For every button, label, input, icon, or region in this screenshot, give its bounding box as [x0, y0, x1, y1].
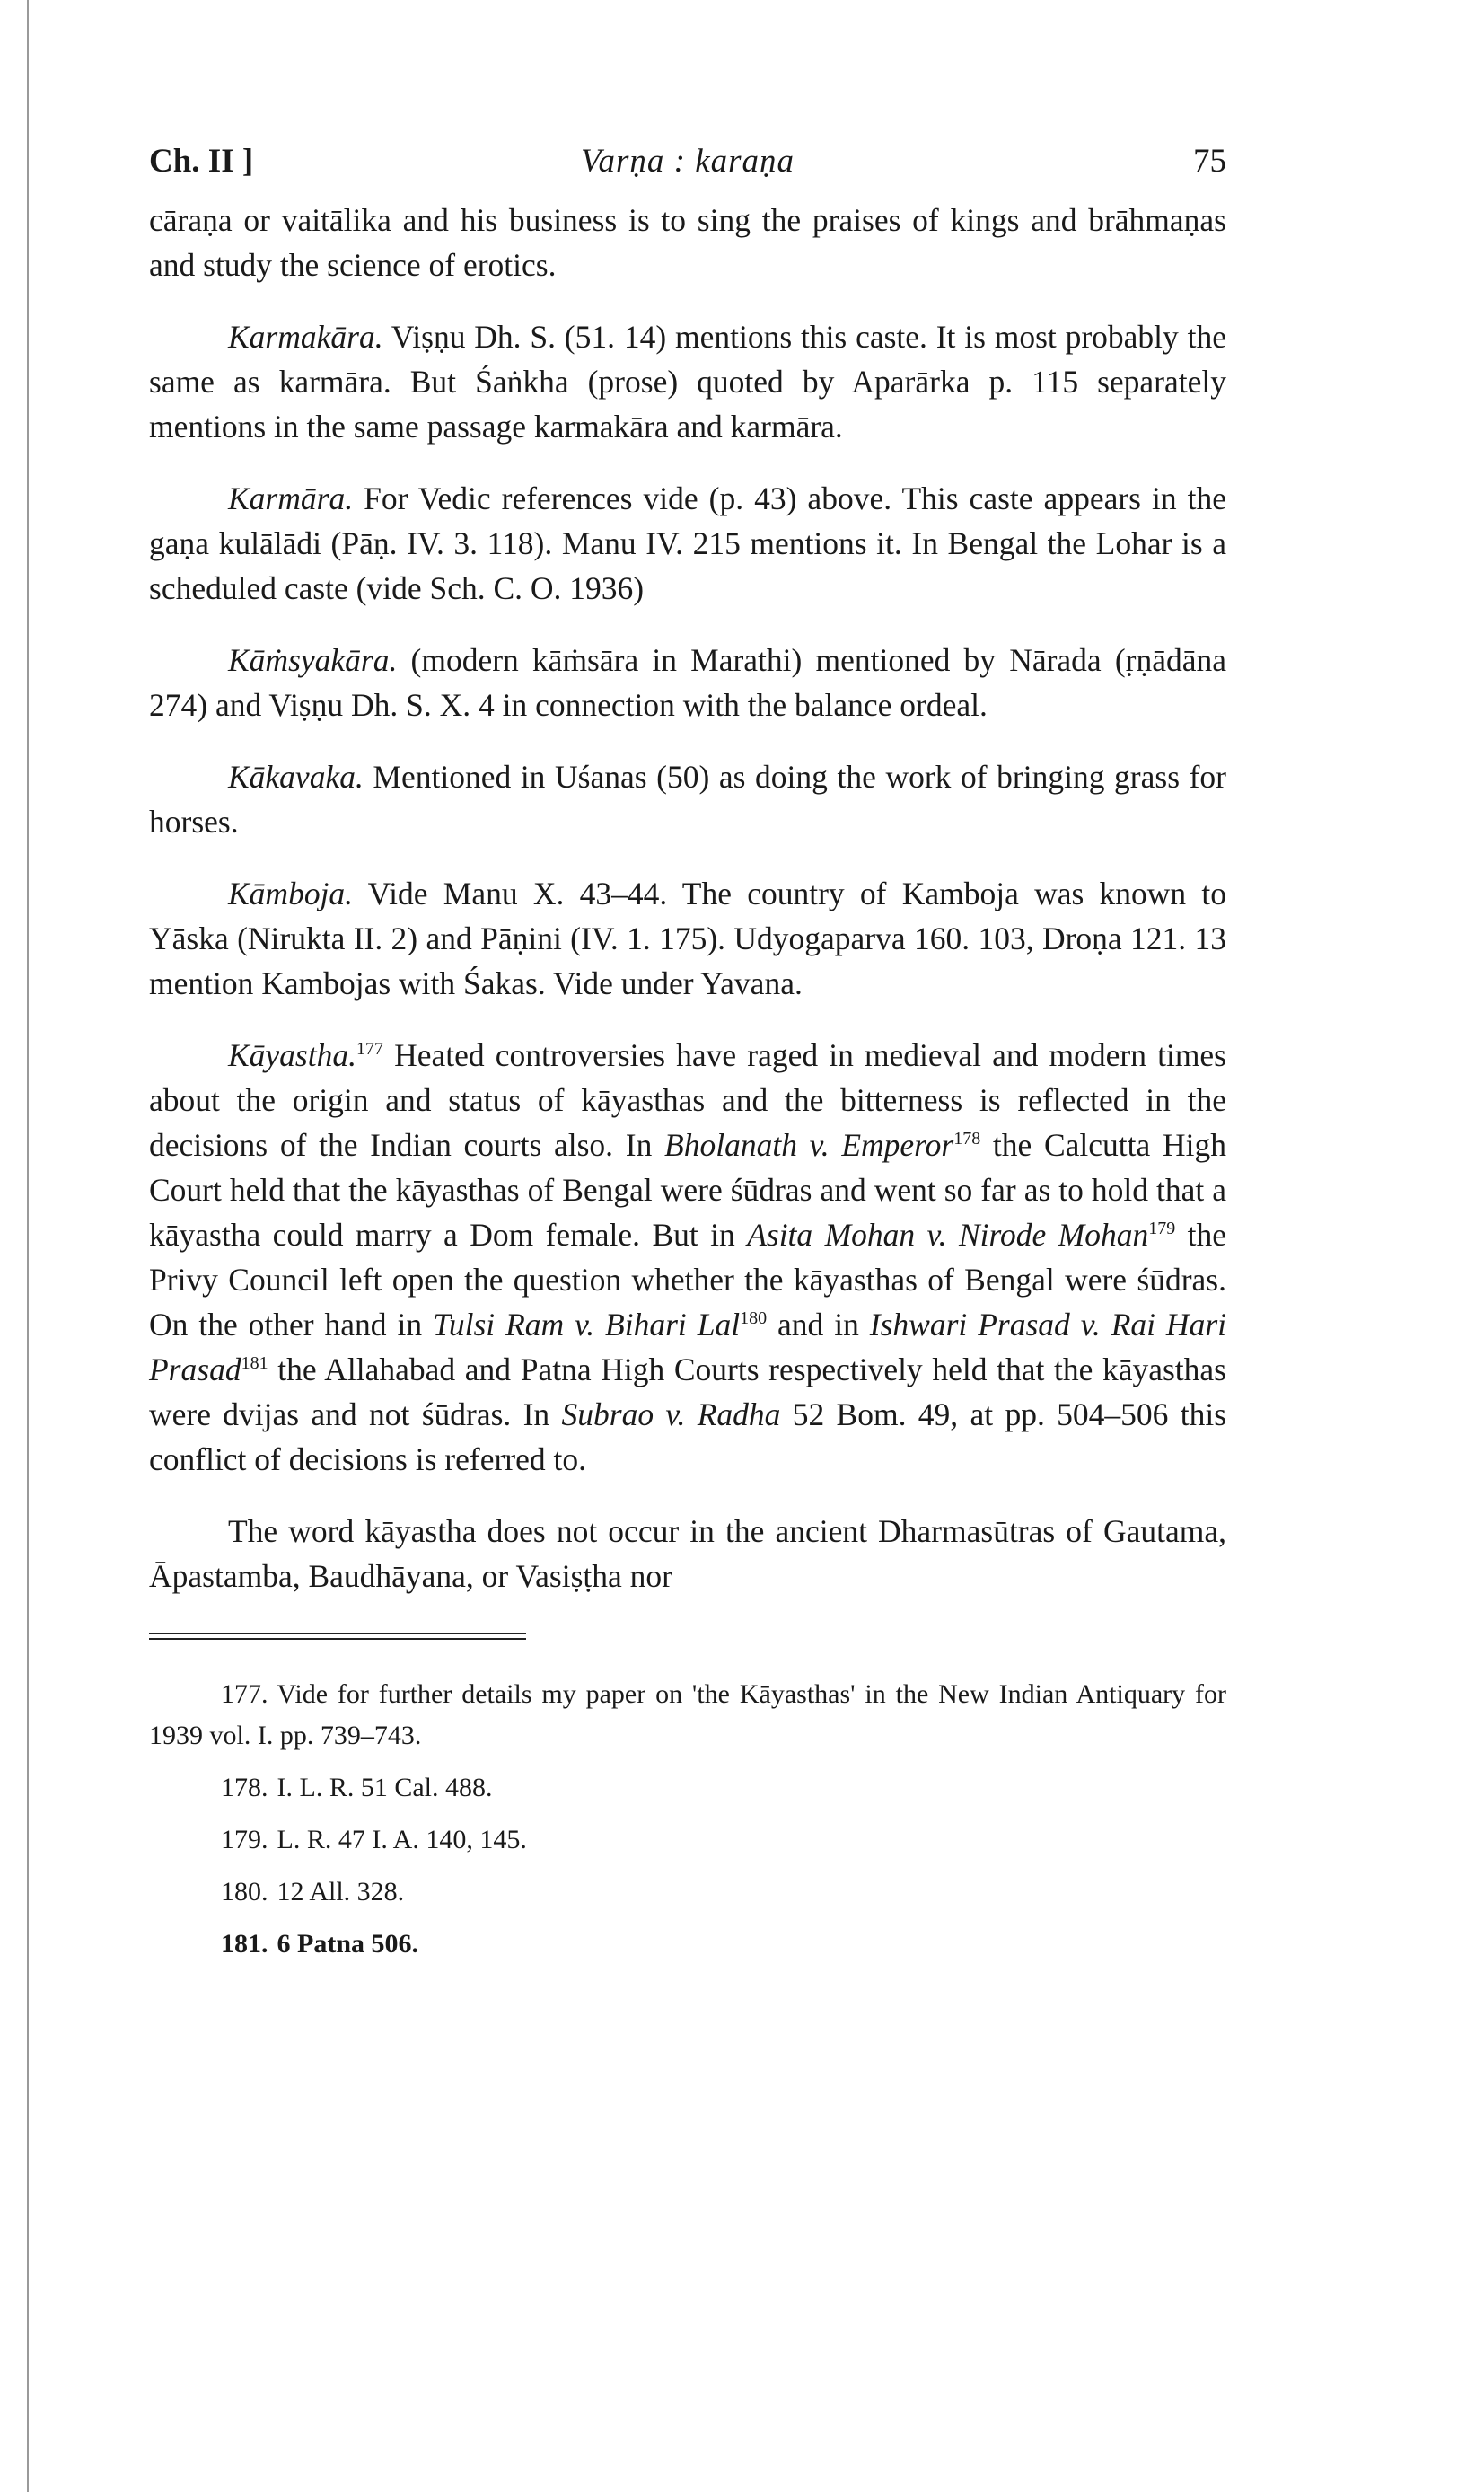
footnote-number: 181.: [221, 1929, 268, 1959]
case-name: Asita Mohan v. Nirode Mohan: [747, 1217, 1149, 1253]
paragraph-kamboja: [149, 871, 1226, 1006]
footnote-rule: [149, 1638, 526, 1640]
entry-term: Kāyastha.: [228, 1037, 356, 1073]
footnotes: [149, 1674, 1226, 1965]
entry-text: the Privy Council left open the question whether the kāyasthas of Bengal were śūdras. On the other hand in: [149, 1217, 1227, 1343]
footnote-number: 180.: [221, 1877, 268, 1906]
entry-term: Kākavaka.: [228, 759, 364, 795]
paragraph-kakavaka: [149, 754, 1226, 844]
footnote-ref-177: 177: [356, 1039, 383, 1060]
footnote-text: Vide for further details my paper on 'the Kāyasthas' in the New Indian Antiquary for 1939 vol. I. pp. 739–743.: [149, 1679, 1226, 1750]
entry-text: Viṣṇu Dh. S. (51. 14) mentions this caste. It is most probably the same as karmāra. But Śaṅkha (prose) quoted by Aparārka p. 115 separately mentions in the same passage karmakāra and karmāra.: [149, 319, 1226, 445]
paragraph-kayastha-word: The word kāyastha does not occur in the ancient Dharmasūtras of Gautama, Āpastamba, Baudhāyana, or Vasiṣṭha nor: [149, 1513, 1226, 1594]
footnote-item: [149, 1767, 1226, 1809]
footnote-number: 177.: [221, 1679, 268, 1709]
footnote-text: 6 Patna 506.: [277, 1929, 418, 1959]
footnote-ref-181: 181: [241, 1353, 268, 1374]
footnote-text: L. R. 47 I. A. 140, 145.: [277, 1825, 527, 1854]
footnote-ref-178: 178: [953, 1129, 981, 1149]
case-name: Ishwari Prasad v. Rai Hari Prasad: [149, 1307, 1227, 1387]
entry-term: Kāmboja.: [228, 876, 354, 911]
entry-text: (modern kāṁsāra in Marathi) mentioned by Nārada (ṛṇādāna 274) and Viṣṇu Dh. S. X. 4 in connection with the balance ordeal.: [149, 642, 1226, 723]
entry-term: Karmakāra.: [228, 319, 383, 355]
footnote-text: 12 All. 328.: [277, 1877, 405, 1906]
entry-text: Heated controversies have raged in medieval and modern times about the origin and status of kāyasthas and the bitterness is reflected in the decisions of the Indian courts also. In: [149, 1037, 1226, 1163]
chapter-label: Ch. II ]: [149, 143, 254, 180]
case-name: Bholanath v. Emperor: [664, 1127, 954, 1163]
book-page: [149, 135, 1226, 1976]
entry-text: 52 Bom. 49, at pp. 504–506 this conflict of decisions is referred to.: [149, 1396, 1227, 1477]
footnote-number: 179.: [221, 1825, 268, 1854]
entry-text: Mentioned in Uśanas (50) as doing the work of bringing grass for horses.: [149, 759, 1226, 840]
case-name: Subrao v. Radha: [561, 1396, 781, 1432]
running-title: Varṇa : karaṇa: [580, 143, 795, 180]
entry-text: For Vedic references vide (p. 43) above. This caste appears in the gaṇa kulālādi (Pāṇ. IV. 3. 118). Manu IV. 215 mentions it. In Bengal the Lohar is a scheduled caste (vide Sch. C. O. 1936): [149, 480, 1226, 606]
running-header: [149, 135, 1226, 198]
entry-term: Kāṁsyakāra.: [228, 642, 398, 678]
footnote-item: [149, 1674, 1226, 1757]
footnote-ref-179: 179: [1148, 1219, 1176, 1239]
paragraph-karmara: [149, 476, 1226, 611]
paragraph-carana: cāraṇa or vaitālika and his business is to sing the praises of kings and brāhmaṇas and study the science of erotics.: [149, 202, 1226, 283]
footnote-item: [149, 1871, 1226, 1913]
body-text: [149, 198, 1226, 1598]
entry-text: and in: [767, 1307, 870, 1343]
scan-edge-line: [27, 0, 29, 2492]
paragraph-kayastha: [149, 1033, 1226, 1482]
paragraph-kamsyakara: [149, 638, 1226, 727]
entry-text: the Allahabad and Patna High Courts respectively held that the kāyasthas were dvijas and not śūdras. In: [149, 1352, 1226, 1432]
case-name: Tulsi Ram v. Bihari Lal: [433, 1307, 741, 1343]
footnote-number: 178.: [221, 1773, 268, 1802]
footnote-text: I. L. R. 51 Cal. 488.: [277, 1773, 493, 1802]
page-number: 75: [1193, 143, 1226, 180]
paragraph-karmakara: [149, 314, 1226, 449]
footnote-rule: [149, 1633, 526, 1634]
footnote-ref-180: 180: [740, 1308, 768, 1329]
entry-text: Vide Manu X. 43–44. The country of Kamboja was known to Yāska (Nirukta II. 2) and Pāṇini (IV. 1. 175). Udyogaparva 160. 103, Droṇa 121. 13 mention Kambojas with Śakas. Vide under Yavana.: [149, 876, 1226, 1001]
footnote-item: [149, 1924, 1226, 1965]
footnote-item: [149, 1819, 1226, 1861]
entry-text: the Calcutta High Court held that the kāyasthas of Bengal were śūdras and went so far as to hold that a kāyastha could marry a Dom female. But in: [149, 1127, 1226, 1253]
entry-term: Karmāra.: [228, 480, 354, 516]
